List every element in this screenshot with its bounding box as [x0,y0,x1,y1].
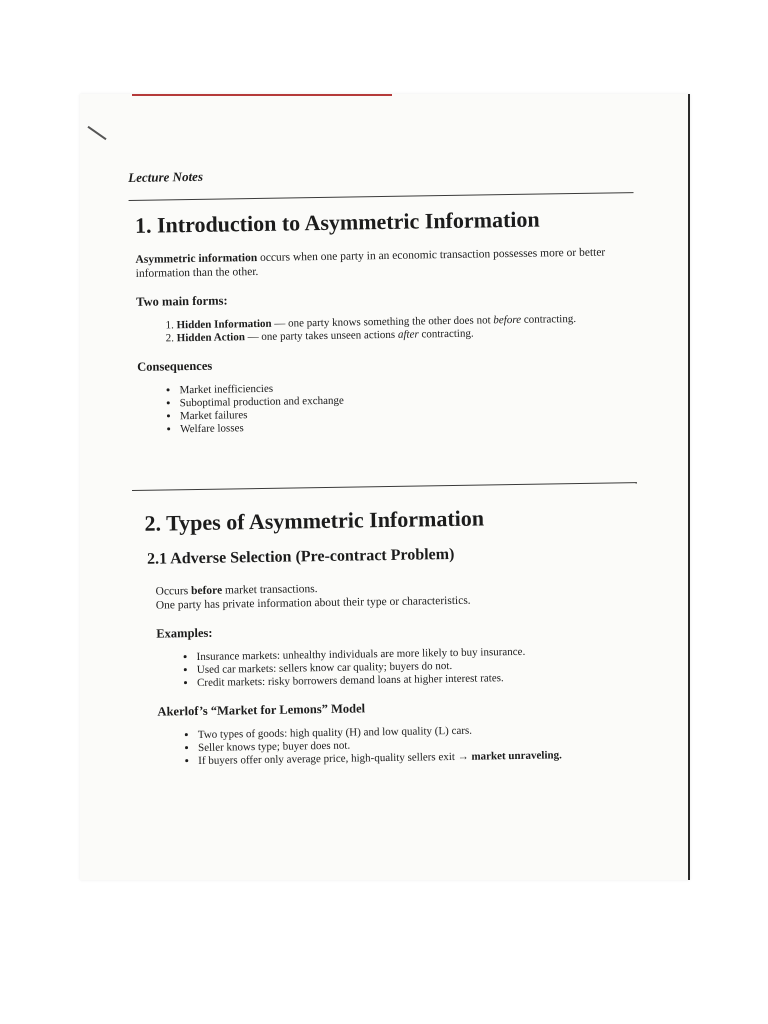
list-item: • Market inefficiencies [179,377,641,397]
subsection-2-1-title: 2.1 Adverse Selection (Pre-contract Problem) [146,545,455,568]
intro-bold-term: Asymmetric information [135,251,258,266]
section-1-title: 1. Introduction to Asymmetric Information [134,206,540,238]
list-item: • If buyers offer only average price, high-quality sellers exit → market unraveling. [198,748,641,768]
arrow-icon: → [457,750,469,763]
intro-text: occurs when one party in an economic transaction possesses more or better information than the other. [135,246,606,280]
list-item: • Market failures [180,403,642,423]
lecture-notes-header: Lecture Notes [128,168,204,185]
top-red-line [132,94,392,96]
examples-list [135,644,641,691]
two-main-forms-heading: Two main forms: [136,293,228,309]
list-item: • Two types of goods: high quality (H) and low quality (L) cars. [198,722,641,742]
private-info-text: One party has private information about their type or characteristics. [155,594,471,612]
divider-1 [129,192,634,201]
paper-page [80,94,690,880]
consequences-list [131,377,642,437]
section-2-title: 2. Types of Asymmetric Information [144,505,485,536]
list-item: • Insurance markets: unhealthy individuals are more likely to buy insurance. [197,644,640,664]
form-item-hidden-information: 1. Hidden Information — one party knows something the other does not before contracting. [176,312,640,332]
list-item: • Seller knows type; buyer does not. [198,735,641,755]
forms-list [130,312,640,346]
akerlof-list [136,722,642,769]
section-1 [128,156,642,451]
corner-staple-mark [87,126,106,140]
section-2 [132,482,642,783]
form-item-hidden-action: 2. Hidden Action — one party takes unseen actions after contracting. [177,325,641,345]
akerlof-heading: Akerlof’s “Market for Lemons” Model [157,701,366,719]
list-item: • Used car markets: sellers know car quality; buyers do not. [197,657,640,677]
list-item: • Credit markets: risky borrowers demand loans at higher interest rates. [197,670,640,690]
adverse-selection-description: Occurs before market transactions. One party has private information about their type or characteristics. [155,583,471,612]
examples-heading: Examples: [156,625,213,641]
divider-2 [132,482,637,491]
list-item: • Welfare losses [180,416,642,436]
list-item: • Suboptimal production and exchange [180,390,642,410]
consequences-heading: Consequences [137,358,213,374]
intro-paragraph [135,245,639,281]
